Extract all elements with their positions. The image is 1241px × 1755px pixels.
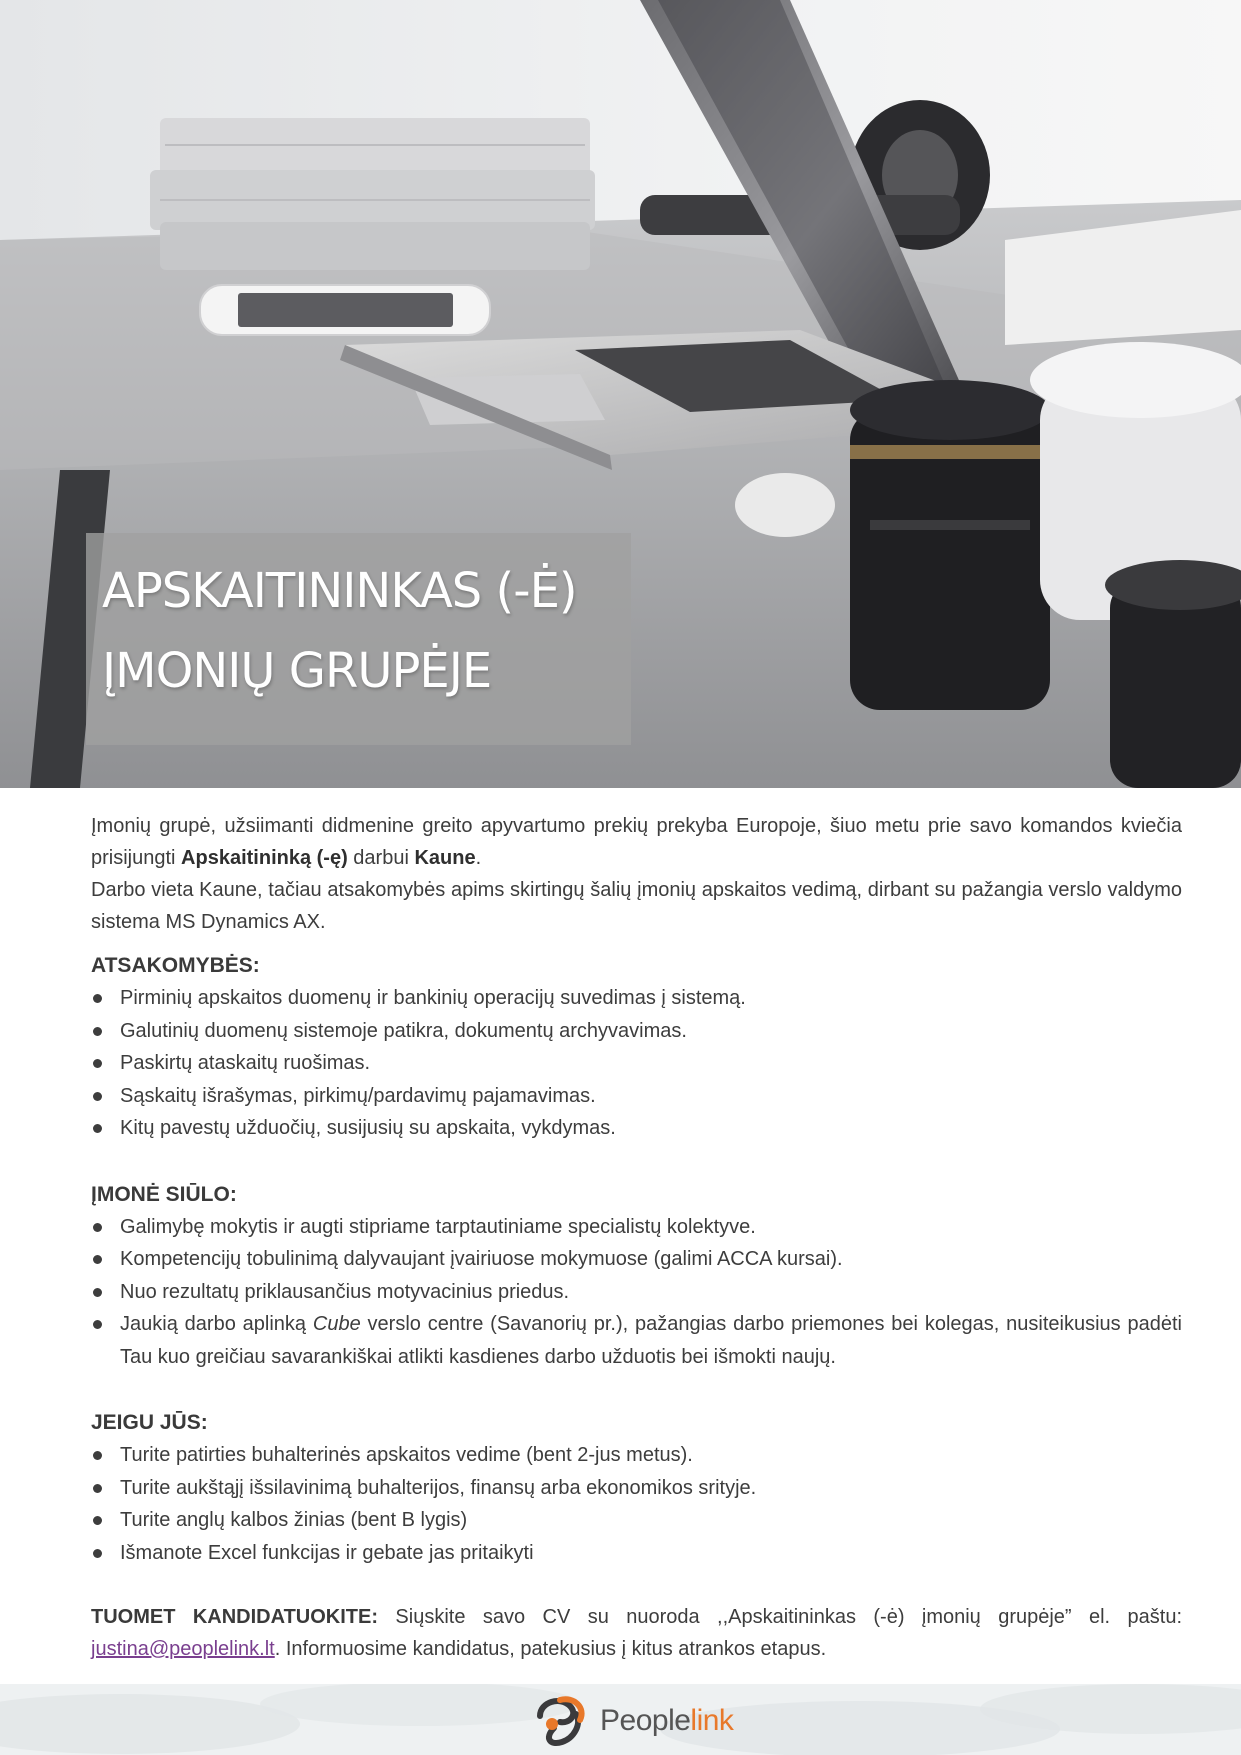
intro-text-mid: darbui (347, 847, 415, 869)
offers-heading: ĮMONĖ SIŪLO: (91, 1182, 237, 1206)
list-item: Sąskaitų išrašymas, pirkimų/pardavimų pajamavimas. (91, 1080, 1182, 1113)
list-item: Kitų pavestų užduočių, susijusių su apskaita, vykdymas. (91, 1112, 1182, 1145)
city-name: Kaune (414, 847, 476, 869)
list-item: Turite anglų kalbos žinias (bent B lygis) (91, 1504, 1182, 1537)
list-item: Turite patirties buhalterinės apskaitos vedime (bent 2-jus metus). (91, 1439, 1182, 1472)
list-item: Nuo rezultatų priklausančius motyvacinius priedus. (91, 1276, 1182, 1309)
intro-text: Įmonių grupė, užsiimanti didmenine greito apyvartumo prekių prekyba Europoje, šiuo metu prie savo komandos kviečia prisijungti (91, 815, 1182, 869)
requirements-list (91, 1439, 1182, 1569)
logo-wordmark (600, 1704, 733, 1738)
list-item: Galutinių duomenų sistemoje patikra, dokumentų archyvavimas. (91, 1015, 1182, 1048)
list-item: Paskirtų ataskaitų ruošimas. (91, 1047, 1182, 1080)
responsibilities-heading: ATSAKOMYBĖS: (91, 954, 260, 977)
intro-paragraph-2: Darbo vieta Kaune, tačiau atsakomybės apims skirtingų šalių įmonių apskaitos vedimą, dirbant su pažangia verslo valdymo sistema MS Dynamics AX. (91, 879, 1182, 933)
title-box (86, 533, 631, 745)
logo-text-people: People (600, 1704, 691, 1737)
peoplelink-logo-icon (530, 1694, 588, 1748)
list-item: Turite aukštąjį išsilavinimą buhalterijos, finansų arba ekonomikos srityje. (91, 1472, 1182, 1505)
cta-text: Siųskite savo CV su nuoroda ,,Apskaitininkas (-ė) įmonių grupėje” el. paštu: (378, 1606, 1183, 1628)
logo-text-link: link (690, 1704, 734, 1737)
list-item: Kompetencijų tobulinimą dalyvaujant įvairiuose mokymuose (galimi ACCA kursai). (91, 1243, 1182, 1276)
list-item: Pirminių apskaitos duomenų ir bankinių operacijų suvedimas į sistemą. (91, 982, 1182, 1015)
job-description (91, 810, 1182, 1665)
email-link[interactable]: justina@peoplelink.lt (91, 1638, 275, 1660)
peoplelink-logo (530, 1694, 733, 1748)
business-centre-name: Cube (312, 1313, 361, 1335)
job-title-line2: ĮMONIŲ GRUPĖJE (102, 643, 492, 699)
cta-label: TUOMET KANDIDATUOKITE: (91, 1606, 379, 1628)
list-item: Išmanote Excel funkcijas ir gebate jas pritaikyti (91, 1537, 1182, 1570)
footer (0, 1684, 1241, 1755)
responsibilities-list (91, 982, 1182, 1145)
intro-paragraph (91, 810, 1182, 874)
offers-list (91, 1211, 1182, 1374)
intro-text-end: . (475, 847, 482, 869)
list-item (91, 1308, 1182, 1373)
position-name: Apskaitininką (-ę) (181, 847, 348, 869)
cta-text-end: . Informuosime kandidatus, patekusius į kitus atrankos etapus. (274, 1638, 827, 1660)
call-to-action (91, 1601, 1182, 1665)
job-title-line1: APSKAITININKAS (-Ė) (102, 563, 577, 619)
offer-text: Jaukią darbo aplinką (120, 1313, 313, 1335)
offer-text-end: verslo centre (Savanorių pr.), pažangias darbo priemones bei kolegas, nusiteikusius padėti Tau kuo greičiau savarankiškai atlikti kasdienes darbo užduotis bei išmokti naujų. (120, 1313, 1183, 1368)
list-item: Galimybę mokytis ir augti stipriame tarptautiniame specialistų kolektyve. (91, 1211, 1182, 1244)
hero-banner (0, 0, 1241, 788)
requirements-heading: JEIGU JŪS: (91, 1411, 208, 1434)
